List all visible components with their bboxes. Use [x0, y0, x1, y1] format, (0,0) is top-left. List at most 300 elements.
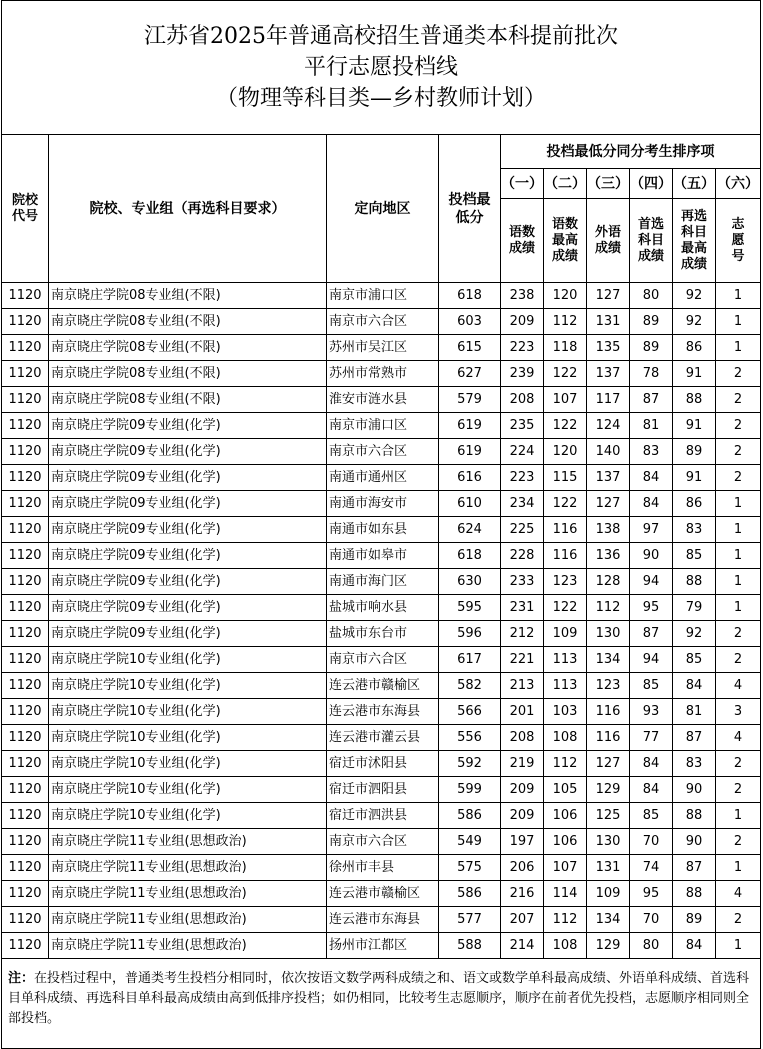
cell-rank-4: 84 — [630, 491, 673, 517]
cell-rank-1: 201 — [501, 699, 544, 725]
cell-school: 南京晓庄学院09专业组(化学) — [49, 439, 327, 465]
footnote-label: 注： — [8, 971, 35, 986]
cell-rank-6: 2 — [716, 647, 761, 673]
cell-min-score: 549 — [439, 829, 501, 855]
cell-min-score: 619 — [439, 413, 501, 439]
cell-region: 南京市六合区 — [327, 647, 439, 673]
header-region: 定向地区 — [327, 135, 439, 283]
cell-rank-4: 70 — [630, 829, 673, 855]
cell-rank-5: 92 — [673, 283, 716, 309]
table-row — [2, 569, 761, 595]
cell-rank-2: 109 — [544, 621, 587, 647]
cell-school: 南京晓庄学院08专业组(不限) — [49, 283, 327, 309]
cell-school: 南京晓庄学院11专业组(思想政治) — [49, 855, 327, 881]
cell-rank-5: 84 — [673, 673, 716, 699]
cell-region: 扬州市江都区 — [327, 933, 439, 959]
table-row — [2, 673, 761, 699]
cell-rank-1: 228 — [501, 543, 544, 569]
cell-rank-5: 85 — [673, 543, 716, 569]
cell-rank-4: 94 — [630, 647, 673, 673]
cell-rank-3: 130 — [587, 829, 630, 855]
cell-rank-6: 2 — [716, 465, 761, 491]
table-row — [2, 517, 761, 543]
table-row — [2, 595, 761, 621]
cell-rank-1: 221 — [501, 647, 544, 673]
table-row — [2, 491, 761, 517]
cell-school: 南京晓庄学院08专业组(不限) — [49, 335, 327, 361]
cell-rank-6: 4 — [716, 725, 761, 751]
cell-min-score: 586 — [439, 881, 501, 907]
note-row — [2, 959, 761, 1049]
header-sub-6-label: 志愿号 — [731, 216, 745, 264]
cell-code: 1120 — [2, 803, 49, 829]
cell-rank-1: 212 — [501, 621, 544, 647]
cell-rank-5: 79 — [673, 595, 716, 621]
title-row — [2, 1, 761, 135]
cell-rank-2: 122 — [544, 491, 587, 517]
cell-region: 南通市通州区 — [327, 465, 439, 491]
table-row — [2, 621, 761, 647]
table-row — [2, 283, 761, 309]
cell-rank-3: 131 — [587, 309, 630, 335]
cell-region: 徐州市丰县 — [327, 855, 439, 881]
cell-region: 南京市六合区 — [327, 439, 439, 465]
cell-min-score: 627 — [439, 361, 501, 387]
cell-min-score: 619 — [439, 439, 501, 465]
cell-code: 1120 — [2, 387, 49, 413]
cell-rank-1: 234 — [501, 491, 544, 517]
cell-school: 南京晓庄学院09专业组(化学) — [49, 517, 327, 543]
header-school: 院校、专业组（再选科目要求） — [49, 135, 327, 283]
cell-rank-1: 223 — [501, 465, 544, 491]
cell-min-score: 616 — [439, 465, 501, 491]
cell-rank-4: 81 — [630, 413, 673, 439]
cell-rank-2: 116 — [544, 517, 587, 543]
cell-rank-5: 83 — [673, 517, 716, 543]
table-row — [2, 803, 761, 829]
cell-rank-6: 2 — [716, 829, 761, 855]
cell-region: 连云港市赣榆区 — [327, 881, 439, 907]
cell-rank-5: 91 — [673, 413, 716, 439]
header-sub-2-label: 语数最高成绩 — [551, 216, 578, 264]
cell-rank-3: 138 — [587, 517, 630, 543]
title-line-1: 江苏省2025年普通高校招生普通类本科提前批次 — [144, 24, 618, 49]
cell-code: 1120 — [2, 335, 49, 361]
cell-school: 南京晓庄学院10专业组(化学) — [49, 673, 327, 699]
cell-min-score: 579 — [439, 387, 501, 413]
cell-rank-4: 90 — [630, 543, 673, 569]
table-row — [2, 699, 761, 725]
cell-rank-6: 2 — [716, 907, 761, 933]
cell-rank-2: 112 — [544, 751, 587, 777]
cell-rank-4: 70 — [630, 907, 673, 933]
cell-rank-4: 87 — [630, 621, 673, 647]
cell-rank-5: 89 — [673, 907, 716, 933]
cell-rank-3: 129 — [587, 777, 630, 803]
cell-rank-6: 4 — [716, 673, 761, 699]
cell-min-score: 615 — [439, 335, 501, 361]
cell-rank-3: 135 — [587, 335, 630, 361]
cell-school: 南京晓庄学院11专业组(思想政治) — [49, 881, 327, 907]
table-row — [2, 751, 761, 777]
cell-rank-1: 209 — [501, 803, 544, 829]
cell-rank-4: 84 — [630, 777, 673, 803]
cell-rank-3: 127 — [587, 491, 630, 517]
cell-school: 南京晓庄学院09专业组(化学) — [49, 595, 327, 621]
cell-rank-3: 116 — [587, 699, 630, 725]
cell-code: 1120 — [2, 777, 49, 803]
header-sub-1 — [501, 199, 544, 283]
cell-code: 1120 — [2, 491, 49, 517]
cell-rank-2: 108 — [544, 933, 587, 959]
cell-code: 1120 — [2, 647, 49, 673]
cell-code: 1120 — [2, 595, 49, 621]
cell-code: 1120 — [2, 283, 49, 309]
cell-rank-6: 2 — [716, 387, 761, 413]
cell-rank-3: 123 — [587, 673, 630, 699]
header-index-6: （六） — [716, 169, 761, 199]
cell-code: 1120 — [2, 725, 49, 751]
cell-code: 1120 — [2, 829, 49, 855]
cell-rank-1: 214 — [501, 933, 544, 959]
cell-code: 1120 — [2, 361, 49, 387]
cell-rank-5: 91 — [673, 465, 716, 491]
cell-rank-4: 77 — [630, 725, 673, 751]
cell-rank-6: 1 — [716, 543, 761, 569]
cell-region: 连云港市赣榆区 — [327, 673, 439, 699]
cell-rank-4: 89 — [630, 335, 673, 361]
cell-region: 南通市如东县 — [327, 517, 439, 543]
cell-rank-5: 86 — [673, 491, 716, 517]
cell-rank-3: 128 — [587, 569, 630, 595]
cell-school: 南京晓庄学院10专业组(化学) — [49, 699, 327, 725]
cell-code: 1120 — [2, 413, 49, 439]
cell-rank-2: 112 — [544, 907, 587, 933]
cell-rank-6: 2 — [716, 413, 761, 439]
cell-school: 南京晓庄学院11专业组(思想政治) — [49, 829, 327, 855]
cell-school: 南京晓庄学院10专业组(化学) — [49, 803, 327, 829]
cell-min-score: 586 — [439, 803, 501, 829]
cell-rank-5: 91 — [673, 361, 716, 387]
cell-rank-5: 84 — [673, 933, 716, 959]
cell-rank-5: 88 — [673, 387, 716, 413]
cell-rank-6: 1 — [716, 491, 761, 517]
header-index-5: （五） — [673, 169, 716, 199]
cell-rank-3: 124 — [587, 413, 630, 439]
header-min-score-label: 投档最低分 — [448, 191, 491, 226]
cell-rank-2: 120 — [544, 439, 587, 465]
cell-rank-4: 74 — [630, 855, 673, 881]
admission-table — [1, 0, 761, 1049]
cell-code: 1120 — [2, 309, 49, 335]
cell-rank-6: 1 — [716, 855, 761, 881]
cell-min-score: 610 — [439, 491, 501, 517]
cell-rank-2: 107 — [544, 387, 587, 413]
cell-rank-5: 87 — [673, 855, 716, 881]
cell-rank-2: 113 — [544, 647, 587, 673]
header-index-4: （四） — [630, 169, 673, 199]
cell-region: 盐城市东台市 — [327, 621, 439, 647]
cell-rank-1: 209 — [501, 777, 544, 803]
cell-rank-5: 81 — [673, 699, 716, 725]
cell-rank-4: 85 — [630, 673, 673, 699]
cell-rank-3: 112 — [587, 595, 630, 621]
table-row — [2, 855, 761, 881]
cell-code: 1120 — [2, 751, 49, 777]
cell-rank-2: 106 — [544, 829, 587, 855]
header-sub-3 — [587, 199, 630, 283]
header-code — [2, 135, 49, 283]
cell-rank-3: 140 — [587, 439, 630, 465]
cell-school: 南京晓庄学院09专业组(化学) — [49, 491, 327, 517]
cell-min-score: 575 — [439, 855, 501, 881]
cell-rank-2: 115 — [544, 465, 587, 491]
cell-rank-3: 134 — [587, 907, 630, 933]
cell-school: 南京晓庄学院09专业组(化学) — [49, 543, 327, 569]
cell-min-score: 603 — [439, 309, 501, 335]
cell-code: 1120 — [2, 855, 49, 881]
cell-school: 南京晓庄学院08专业组(不限) — [49, 309, 327, 335]
cell-rank-4: 83 — [630, 439, 673, 465]
title-line-2: 平行志愿投档线 — [303, 55, 458, 80]
cell-school: 南京晓庄学院11专业组(思想政治) — [49, 907, 327, 933]
cell-rank-3: 116 — [587, 725, 630, 751]
cell-rank-4: 89 — [630, 309, 673, 335]
footnote-text: 在投档过程中，普通类考生投档分相同时，依次按语文数学两科成绩之和、语文或数学单科最高成绩、外语单科成绩、首选科目单科成绩、再选科目单科最高成绩由高到低排序投档；如仍相同，比较考生志愿顺序，顺序在前者优先投档，志愿顺序相同则全部投档。 — [8, 971, 750, 1026]
cell-rank-1: 208 — [501, 725, 544, 751]
cell-min-score: 624 — [439, 517, 501, 543]
header-code-label: 院校代号 — [11, 192, 38, 224]
cell-rank-6: 1 — [716, 335, 761, 361]
cell-rank-2: 108 — [544, 725, 587, 751]
header-sub-2 — [544, 199, 587, 283]
header-min-score — [439, 135, 501, 283]
cell-rank-2: 112 — [544, 309, 587, 335]
cell-rank-1: 197 — [501, 829, 544, 855]
table-row — [2, 361, 761, 387]
cell-region: 南通市如皋市 — [327, 543, 439, 569]
cell-school: 南京晓庄学院10专业组(化学) — [49, 647, 327, 673]
cell-region: 南京市六合区 — [327, 829, 439, 855]
cell-rank-6: 2 — [716, 621, 761, 647]
cell-rank-5: 85 — [673, 647, 716, 673]
cell-rank-4: 84 — [630, 751, 673, 777]
footnote — [2, 959, 761, 1049]
cell-rank-6: 2 — [716, 777, 761, 803]
cell-rank-1: 225 — [501, 517, 544, 543]
header-index-2: （二） — [544, 169, 587, 199]
title-line-3: （物理等科目类—乡村教师计划） — [215, 86, 546, 111]
cell-rank-1: 231 — [501, 595, 544, 621]
cell-rank-2: 122 — [544, 595, 587, 621]
table-row — [2, 413, 761, 439]
cell-school: 南京晓庄学院08专业组(不限) — [49, 361, 327, 387]
cell-school: 南京晓庄学院10专业组(化学) — [49, 777, 327, 803]
cell-rank-1: 216 — [501, 881, 544, 907]
table-row — [2, 387, 761, 413]
cell-school: 南京晓庄学院08专业组(不限) — [49, 387, 327, 413]
table-row — [2, 465, 761, 491]
table-row — [2, 829, 761, 855]
cell-rank-5: 92 — [673, 621, 716, 647]
document-title — [2, 1, 761, 135]
cell-rank-3: 130 — [587, 621, 630, 647]
cell-region: 连云港市东海县 — [327, 907, 439, 933]
cell-rank-4: 80 — [630, 283, 673, 309]
cell-rank-2: 114 — [544, 881, 587, 907]
table-row — [2, 543, 761, 569]
cell-rank-5: 90 — [673, 829, 716, 855]
cell-code: 1120 — [2, 465, 49, 491]
cell-rank-6: 1 — [716, 569, 761, 595]
cell-rank-3: 136 — [587, 543, 630, 569]
header-row-1 — [2, 135, 761, 169]
cell-region: 南通市海门区 — [327, 569, 439, 595]
cell-region: 南京市浦口区 — [327, 283, 439, 309]
cell-rank-2: 107 — [544, 855, 587, 881]
table-row — [2, 933, 761, 959]
cell-code: 1120 — [2, 439, 49, 465]
cell-rank-1: 207 — [501, 907, 544, 933]
cell-rank-4: 95 — [630, 595, 673, 621]
cell-rank-6: 1 — [716, 933, 761, 959]
cell-rank-6: 1 — [716, 309, 761, 335]
cell-rank-4: 94 — [630, 569, 673, 595]
cell-rank-2: 105 — [544, 777, 587, 803]
cell-rank-3: 117 — [587, 387, 630, 413]
header-index-3: （三） — [587, 169, 630, 199]
cell-rank-3: 137 — [587, 361, 630, 387]
cell-rank-1: 233 — [501, 569, 544, 595]
cell-rank-3: 127 — [587, 751, 630, 777]
table-row — [2, 439, 761, 465]
cell-region: 苏州市吴江区 — [327, 335, 439, 361]
header-sub-4 — [630, 199, 673, 283]
cell-min-score: 599 — [439, 777, 501, 803]
cell-rank-1: 208 — [501, 387, 544, 413]
header-index-1: （一） — [501, 169, 544, 199]
table-row — [2, 725, 761, 751]
cell-code: 1120 — [2, 621, 49, 647]
cell-region: 南通市海安市 — [327, 491, 439, 517]
cell-region: 南京市六合区 — [327, 309, 439, 335]
cell-min-score: 566 — [439, 699, 501, 725]
cell-rank-6: 1 — [716, 595, 761, 621]
cell-rank-2: 113 — [544, 673, 587, 699]
cell-rank-4: 80 — [630, 933, 673, 959]
header-sub-3-label: 外语成绩 — [594, 224, 621, 256]
cell-region: 苏州市常熟市 — [327, 361, 439, 387]
cell-rank-4: 95 — [630, 881, 673, 907]
header-ranking-group: 投档最低分同分考生排序项 — [501, 135, 761, 169]
cell-code: 1120 — [2, 569, 49, 595]
table-row — [2, 335, 761, 361]
cell-min-score: 592 — [439, 751, 501, 777]
cell-school: 南京晓庄学院09专业组(化学) — [49, 413, 327, 439]
table-row — [2, 309, 761, 335]
cell-rank-2: 106 — [544, 803, 587, 829]
cell-school: 南京晓庄学院10专业组(化学) — [49, 751, 327, 777]
cell-code: 1120 — [2, 933, 49, 959]
cell-min-score: 596 — [439, 621, 501, 647]
cell-rank-1: 224 — [501, 439, 544, 465]
cell-region: 南京市浦口区 — [327, 413, 439, 439]
cell-min-score: 556 — [439, 725, 501, 751]
cell-rank-3: 125 — [587, 803, 630, 829]
header-sub-5 — [673, 199, 716, 283]
cell-rank-2: 122 — [544, 361, 587, 387]
cell-rank-1: 235 — [501, 413, 544, 439]
cell-rank-1: 238 — [501, 283, 544, 309]
cell-rank-2: 120 — [544, 283, 587, 309]
cell-rank-5: 90 — [673, 777, 716, 803]
cell-rank-1: 209 — [501, 309, 544, 335]
cell-code: 1120 — [2, 673, 49, 699]
cell-rank-6: 2 — [716, 361, 761, 387]
cell-rank-4: 93 — [630, 699, 673, 725]
cell-rank-3: 137 — [587, 465, 630, 491]
cell-min-score: 618 — [439, 543, 501, 569]
cell-school: 南京晓庄学院11专业组(思想政治) — [49, 933, 327, 959]
cell-region: 宿迁市泗洪县 — [327, 803, 439, 829]
header-sub-5-label: 再选科目最高成绩 — [680, 208, 707, 272]
cell-rank-4: 97 — [630, 517, 673, 543]
cell-rank-3: 109 — [587, 881, 630, 907]
cell-rank-6: 1 — [716, 803, 761, 829]
cell-rank-5: 88 — [673, 803, 716, 829]
cell-rank-2: 118 — [544, 335, 587, 361]
cell-code: 1120 — [2, 517, 49, 543]
cell-min-score: 577 — [439, 907, 501, 933]
cell-rank-6: 4 — [716, 881, 761, 907]
cell-rank-5: 87 — [673, 725, 716, 751]
cell-rank-1: 219 — [501, 751, 544, 777]
cell-rank-5: 86 — [673, 335, 716, 361]
cell-region: 连云港市灌云县 — [327, 725, 439, 751]
header-sub-6 — [716, 199, 761, 283]
cell-rank-4: 87 — [630, 387, 673, 413]
cell-rank-1: 206 — [501, 855, 544, 881]
cell-rank-1: 213 — [501, 673, 544, 699]
cell-min-score: 630 — [439, 569, 501, 595]
cell-region: 宿迁市泗阳县 — [327, 777, 439, 803]
table-row — [2, 907, 761, 933]
cell-school: 南京晓庄学院10专业组(化学) — [49, 725, 327, 751]
cell-rank-4: 84 — [630, 465, 673, 491]
cell-rank-5: 92 — [673, 309, 716, 335]
table-row — [2, 777, 761, 803]
cell-min-score: 595 — [439, 595, 501, 621]
cell-rank-2: 116 — [544, 543, 587, 569]
cell-code: 1120 — [2, 881, 49, 907]
cell-region: 淮安市涟水县 — [327, 387, 439, 413]
cell-code: 1120 — [2, 699, 49, 725]
cell-rank-6: 1 — [716, 283, 761, 309]
cell-rank-2: 123 — [544, 569, 587, 595]
cell-rank-4: 85 — [630, 803, 673, 829]
cell-rank-2: 122 — [544, 413, 587, 439]
cell-rank-6: 1 — [716, 517, 761, 543]
cell-school: 南京晓庄学院09专业组(化学) — [49, 621, 327, 647]
cell-region: 宿迁市沭阳县 — [327, 751, 439, 777]
cell-school: 南京晓庄学院09专业组(化学) — [49, 465, 327, 491]
cell-rank-5: 88 — [673, 881, 716, 907]
cell-rank-6: 2 — [716, 751, 761, 777]
header-sub-1-label: 语数成绩 — [508, 224, 535, 256]
cell-code: 1120 — [2, 907, 49, 933]
document-page — [1, 0, 762, 1049]
cell-rank-3: 127 — [587, 283, 630, 309]
